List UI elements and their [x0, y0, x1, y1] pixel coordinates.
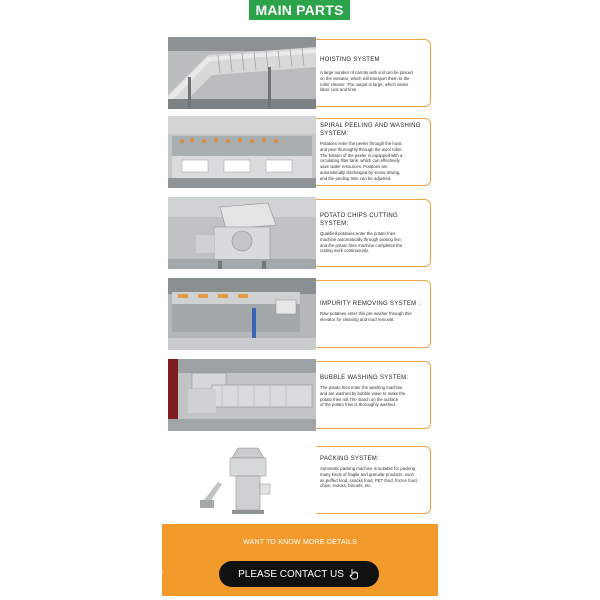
watermark-decoration: ● [151, 562, 170, 583]
pointing-hand-icon [348, 568, 360, 580]
contact-us-button[interactable] [219, 561, 379, 587]
cutting-title: POTATO CHIPS CUTTING SYSTEM: [320, 213, 399, 227]
desc-line: circulating filter tank, which can effectively [320, 158, 400, 164]
desc-line: Raw potatoes enter this pre-washer through this [320, 311, 412, 316]
section-packing [168, 444, 434, 516]
peeling-machine-photo [168, 116, 316, 188]
desc-line: The bottom of the peeler is equipped with a [320, 152, 403, 158]
desc-line: as puffed food, snacks food, PET food, frozen food, [320, 477, 418, 483]
impurity-removing-machine-photo [168, 278, 316, 350]
hoisting-description [320, 70, 426, 93]
section-bubble-washing [168, 359, 434, 431]
main-parts-header [249, 0, 350, 20]
desc-line: and the peeling time can be adjusted. [320, 175, 392, 181]
desc-line: potato fries roll.The starch on the surface [320, 396, 399, 402]
section-hoisting [168, 37, 434, 109]
desc-line: save water resources. Potatoes are [320, 164, 388, 170]
desc-line: chips, snacks, biscuits, etc [320, 483, 371, 489]
spiral-peeling-card [316, 118, 431, 186]
desc-line: labor cost and time [320, 87, 357, 93]
desc-line: on the elevator, which will transport them to the [320, 75, 410, 81]
section-cutting [168, 197, 434, 269]
desc-line: Automatic packing machine is suitable for packing [320, 466, 416, 471]
desc-line: of the potato fries is thoroughly washed. [320, 402, 396, 408]
cutting-machine-photo [168, 197, 316, 269]
desc-line: and are washed by bubble wave to make the [320, 390, 406, 396]
packing-description [320, 466, 426, 489]
impurity-removing-card [316, 280, 431, 348]
contact-us-label: PLEASE CONTACT US [238, 568, 344, 580]
cutting-description [320, 231, 426, 254]
packing-title: PACKING SYSTEM: [320, 456, 380, 462]
desc-line: A large number of carrots with soil can be placed [320, 70, 413, 75]
desc-line: automatically discharged by screw driving, [320, 169, 401, 175]
hoisting-card [316, 39, 431, 107]
section-spiral-peeling [168, 116, 434, 188]
bubble-washing-title: BUBBLE WASHING SYSTEM: [320, 375, 409, 381]
desc-line: and peel thoroughly through the wool roller. [320, 146, 403, 152]
impurity-removing-title: IMPURITY REMOVING SYSTEM : [320, 301, 421, 307]
conveyor-elevator-photo [168, 37, 316, 109]
cutting-card [316, 199, 431, 267]
spiral-peeling-description [320, 141, 426, 182]
section-impurity-removing [168, 278, 434, 350]
impurity-removing-description [320, 311, 426, 323]
desc-line: and the potato fries machine completes the [320, 242, 403, 248]
desc-line: Potatoes enter the peeler through the hoist, [320, 141, 403, 146]
bubble-washing-description [320, 385, 426, 408]
desc-line: cutting work continuously. [320, 248, 369, 254]
packing-card [316, 446, 431, 514]
packing-machine-photo [168, 444, 316, 516]
spiral-peeling-title: SPIRAL PEELING AND WASHING SYSTEM: [320, 123, 421, 137]
bubble-washing-card [316, 361, 431, 429]
bubble-washer-photo [168, 359, 316, 431]
desc-line: The potato fries enter the washing machine [320, 385, 403, 390]
main-parts-title: MAIN PARTS [255, 2, 344, 18]
desc-line: elevator for cleaning and mud removal. [320, 316, 395, 322]
hoisting-title: HOISTING SYSTEM [320, 57, 380, 63]
desc-line: many kinds of fragile and granular products, such [320, 471, 414, 477]
desc-line: roller cleaner. The output is large, which saves [320, 81, 409, 87]
desc-line: machine automatically through picking line, [320, 236, 402, 242]
banner-tagline: WANT TO KNOW MORE DETAILS [243, 539, 357, 546]
contact-banner [151, 524, 438, 596]
desc-line: Qualified potatoes enter the potato fries [320, 231, 396, 236]
